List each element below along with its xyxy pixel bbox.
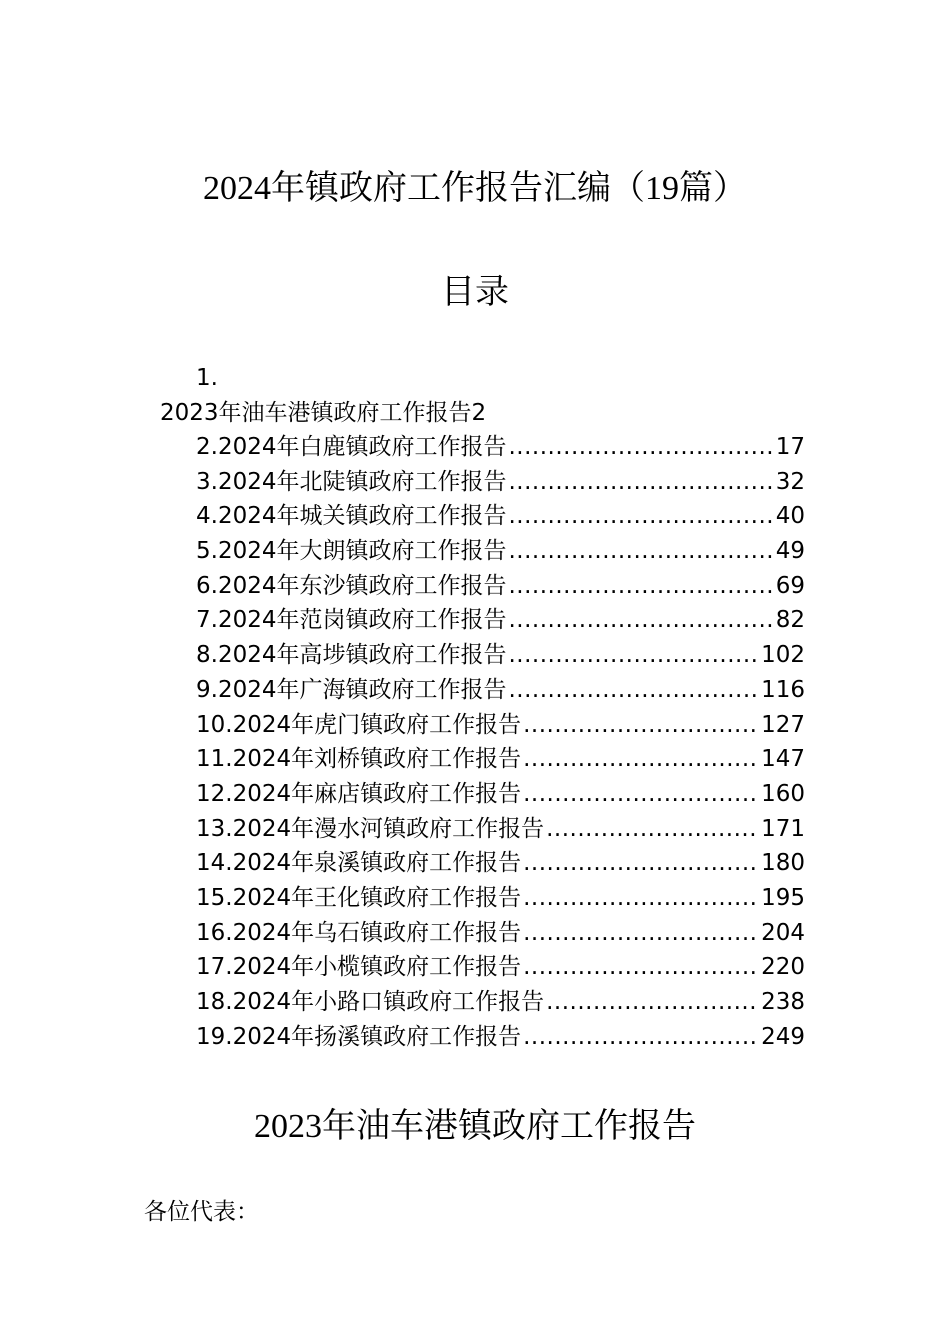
- toc-entry-label: 8.2024年高埗镇政府工作报告: [196, 642, 507, 669]
- toc-leader-dots: [546, 813, 759, 845]
- salutation: 各位代表：: [144, 1199, 259, 1225]
- toc-entry-page: 220: [761, 954, 805, 981]
- toc-entry-page: 17: [775, 434, 805, 460]
- toc-entry-label: 13.2024年漫水河镇政府工作报告: [196, 815, 545, 842]
- toc-entry[interactable]: [196, 951, 805, 986]
- toc-leader-dots: [523, 847, 759, 879]
- toc-entry[interactable]: [196, 986, 805, 1021]
- toc-first-entry-text[interactable]: 2023年油车港镇政府工作报告2: [160, 400, 487, 426]
- toc-entry[interactable]: [196, 570, 805, 605]
- section-title-text: 年油车港镇政府工作报告: [322, 1106, 696, 1146]
- toc-entry-page: 249: [761, 1023, 805, 1050]
- toc-first-entry-number[interactable]: 1.: [196, 365, 218, 391]
- toc-leader-dots: [523, 951, 759, 983]
- toc-entry[interactable]: [196, 778, 805, 813]
- toc-entry-label: 7.2024年范岗镇政府工作报告: [196, 607, 507, 634]
- toc-entry-page: 160: [761, 780, 805, 807]
- toc-list: [196, 431, 805, 1055]
- toc-entry-page: 204: [761, 919, 805, 946]
- toc-entry[interactable]: [196, 431, 805, 466]
- toc-entry-page: 69: [775, 572, 805, 599]
- toc-entry-label: 18.2024年小路口镇政府工作报告: [196, 989, 545, 1015]
- toc-entry[interactable]: [196, 1021, 805, 1056]
- document-title-suffix: 篇）: [679, 168, 747, 208]
- toc-entry[interactable]: [196, 500, 805, 535]
- toc-leader-dots: [508, 535, 773, 567]
- toc-leader-dots: [523, 1021, 759, 1053]
- toc-leader-dots: [523, 743, 759, 775]
- document-title: [0, 166, 950, 211]
- toc-leader-dots: [508, 500, 773, 532]
- toc-entry[interactable]: [196, 604, 805, 639]
- section-title-year: 2023: [254, 1108, 322, 1145]
- toc-entry-page: 102: [761, 642, 805, 669]
- document-title-text: 年镇政府工作报告汇编（: [271, 168, 645, 208]
- toc-leader-dots: [508, 570, 773, 602]
- toc-entry-page: 116: [761, 676, 805, 703]
- toc-entry-label: 14.2024年泉溪镇政府工作报告: [196, 850, 522, 877]
- toc-entry-label: 5.2024年大朗镇政府工作报告: [196, 538, 507, 565]
- toc-leader-dots: [523, 882, 759, 914]
- toc-entry-page: 180: [761, 850, 805, 877]
- toc-entry-label: 10.2024年虎门镇政府工作报告: [196, 711, 522, 738]
- toc-entry[interactable]: [196, 639, 805, 674]
- toc-entry-page: 40: [775, 503, 805, 530]
- toc-entry[interactable]: [196, 813, 805, 848]
- toc-entry-label: 17.2024年小榄镇政府工作报告: [196, 954, 522, 981]
- toc-entry-page: 195: [761, 884, 805, 911]
- toc-entry[interactable]: [196, 743, 805, 778]
- toc-entry-label: 6.2024年东沙镇政府工作报告: [196, 572, 507, 599]
- toc-entry[interactable]: [196, 466, 805, 501]
- toc-entry-label: 9.2024年广海镇政府工作报告: [196, 676, 507, 703]
- toc-entry[interactable]: [196, 847, 805, 882]
- toc-leader-dots: [508, 604, 773, 636]
- toc-entry-label: 12.2024年麻店镇政府工作报告: [196, 780, 522, 807]
- toc-leader-dots: [523, 917, 759, 949]
- toc-entry[interactable]: [196, 674, 805, 709]
- toc-entry[interactable]: [196, 709, 805, 744]
- toc-leader-dots: [508, 466, 773, 498]
- toc-entry-label: 16.2024年乌石镇政府工作报告: [196, 919, 522, 946]
- toc-entry-label: 11.2024年刘桥镇政府工作报告: [196, 746, 522, 773]
- toc-leader-dots: [508, 431, 773, 463]
- toc-entry-label: 4.2024年城关镇政府工作报告: [196, 503, 507, 530]
- document-title-year: 2024: [203, 170, 271, 207]
- toc-leader-dots: [508, 674, 759, 706]
- section-title: [0, 1104, 950, 1149]
- toc-leader-dots: [523, 778, 759, 810]
- toc-leader-dots: [523, 709, 759, 741]
- toc-entry-page: 171: [761, 815, 805, 842]
- toc-entry[interactable]: [196, 535, 805, 570]
- toc-entry-label: 15.2024年王化镇政府工作报告: [196, 884, 522, 911]
- toc-entry[interactable]: [196, 882, 805, 917]
- toc-entry[interactable]: [196, 917, 805, 952]
- toc-entry-page: 32: [775, 468, 805, 495]
- toc-leader-dots: [546, 986, 759, 1018]
- document-title-count: 19: [645, 170, 679, 207]
- toc-entry-page: 82: [775, 607, 805, 634]
- toc-leader-dots: [508, 639, 759, 671]
- toc-entry-page: 127: [761, 711, 805, 738]
- toc-entry-label: 3.2024年北陡镇政府工作报告: [196, 468, 507, 495]
- toc-entry-page: 147: [761, 746, 805, 773]
- toc-entry-page: 49: [775, 538, 805, 565]
- toc-heading: 目录: [441, 272, 509, 312]
- toc-entry-label: 19.2024年扬溪镇政府工作报告: [196, 1023, 522, 1050]
- toc-entry-page: 238: [761, 989, 805, 1015]
- toc-entry-label: 2.2024年白鹿镇政府工作报告: [196, 434, 507, 460]
